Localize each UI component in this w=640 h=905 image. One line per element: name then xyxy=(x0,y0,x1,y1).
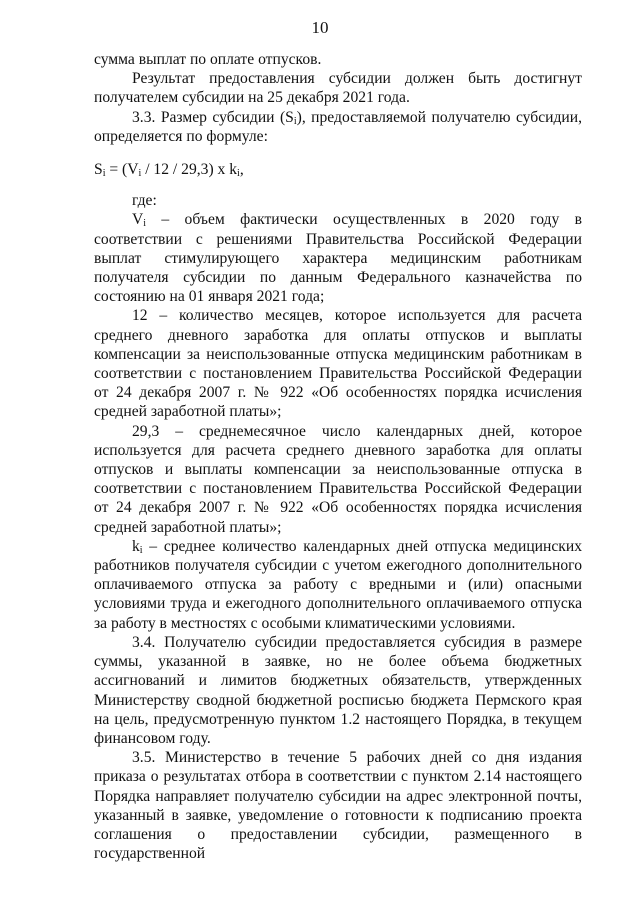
paragraph-29-3-definition: 29,3 – среднемесячное число календарных дней, которое используется для расчета среднего дневного заработка для оплаты отпусков и выплаты компенсации за неиспользованные отпуска в соответствии с постановлением Правительства Российской Федерации от 24 декабря 2007 г. № 922 «Об особенностях порядка исчисления средней заработной платы»; xyxy=(94,422,582,536)
formula-k: / 12 / 29,3) x k xyxy=(141,161,238,179)
k-symbol: k xyxy=(132,537,140,555)
formula-comma: , xyxy=(239,161,244,179)
paragraph-12-definition: 12 – количество месяцев, которое используется для расчета среднего дневного заработка для оплаты отпусков и выплаты компенсации за неиспользованные отпуска медицинским работникам в соответствии с постановлением Правительства Российской Федерации от 24 декабря 2007 г. № 922 «Об особенностях порядка исчисления средней заработной платы»; xyxy=(94,307,582,421)
paragraph-v-definition xyxy=(94,210,582,306)
formula xyxy=(94,160,582,179)
k-sub: i xyxy=(139,544,143,556)
paragraph-payments-end: сумма выплат по оплате отпусков. xyxy=(94,51,322,68)
paragraph-3-5: 3.5. Министерство в течение 5 рабочих дней со дня издания приказа о результатах отбора в соответствии с пунктом 2.14 настоящего Порядка направляет получателю субсидии на адрес электронной почты, указанный в заявке, уведомление о готовности к подписанию проекта соглашения о предоставлении субсидии, размещенного в государственной xyxy=(94,749,582,863)
k-text: – среднее количество календарных дней отпуска медицинских работников получателя субсидии с учетом ежегодного дополнительного оплачиваемого отпуска за работу с вредными и (или) опасными условиями труда и ежегодного дополнительного оплачиваемого отпуска за работу в местностях с особыми климатическими условиями. xyxy=(94,537,582,632)
paragraph-3-4: 3.4. Получателю субсидии предоставляется субсидия в размере суммы, указанной в заявке, но не более объема бюджетных ассигнований и лимитов бюджетных обязательств, утвержденных Министерству сводной бюджетной росписью бюджета Пермского края на цель, предусмотренную пунктом 1.2 настоящего Порядка, в текущем финансовом году. xyxy=(94,633,582,747)
document-body xyxy=(94,50,582,863)
subscript-i: i xyxy=(293,115,297,127)
formula-s: S xyxy=(94,161,103,179)
paragraph-3-3-start: 3.3. Размер субсидии (S xyxy=(132,108,294,126)
v-text: – объем фактически осуществленных в 2020 году в соответствии с решениями Правительства Российской Федерации выплат стимулирующего характера медицинским работникам получателя субсидии по данным Федерального казначейства по состоянию на 01 января 2021 года; xyxy=(94,211,582,306)
paragraph-3-3 xyxy=(94,108,582,146)
formula-v: = (V xyxy=(105,161,139,179)
paragraph-where: где: xyxy=(132,192,157,210)
formula-s-sub: i xyxy=(102,168,106,180)
paragraph-result: Результат предоставления субсидии должен быть достигнут получателем субсидии на 25 декабря 2021 года. xyxy=(94,70,582,107)
v-symbol: V xyxy=(132,211,144,229)
v-sub: i xyxy=(143,218,147,230)
paragraph-3-3-end: ), предоставляемой получателю субсидии, определяется по формуле: xyxy=(94,108,582,145)
formula-k-sub: i xyxy=(237,168,240,180)
paragraph-k-definition xyxy=(94,537,582,633)
formula-v-sub: i xyxy=(138,168,142,180)
page-number: 10 xyxy=(311,18,329,37)
